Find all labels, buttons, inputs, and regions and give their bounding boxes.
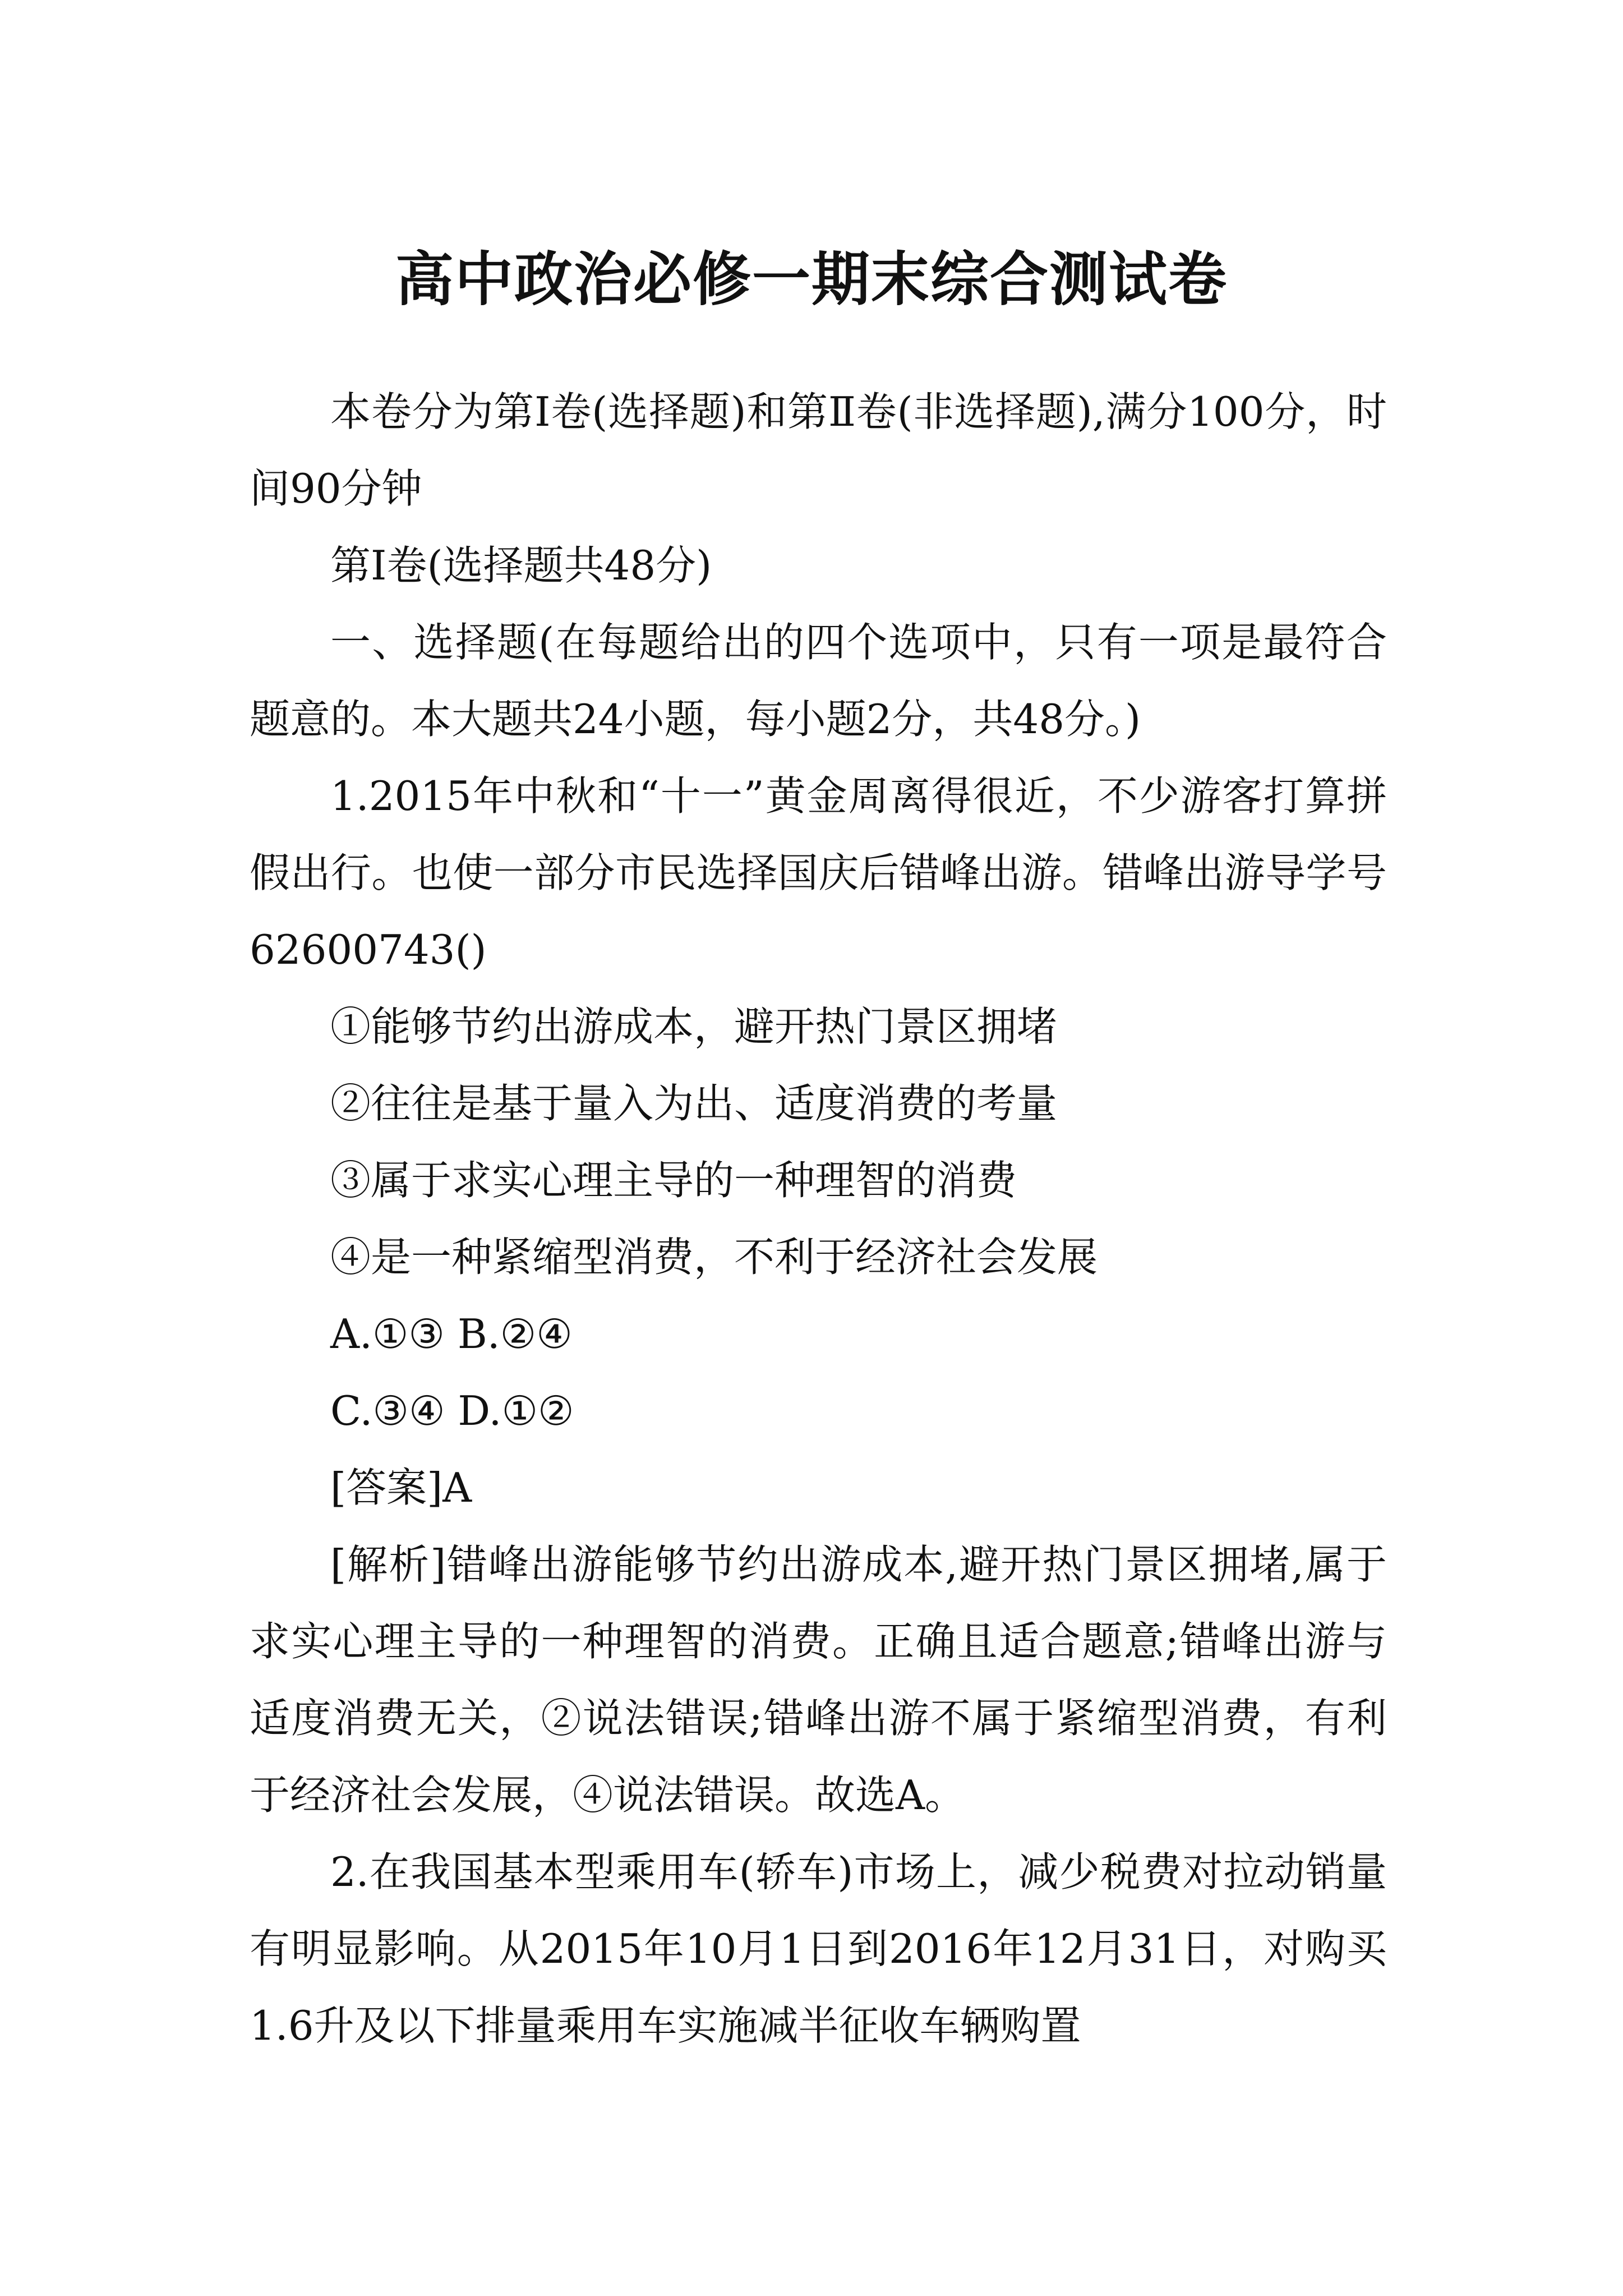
exam-intro-paragraph: 本卷分为第Ⅰ卷(选择题)和第Ⅱ卷(非选择题),满分100分，时间90分钟 bbox=[250, 388, 1387, 512]
question-1-answer: [答案]A bbox=[330, 1464, 472, 1511]
question-1-statement-4: ④是一种紧缩型消费，不利于经济社会发展 bbox=[330, 1234, 1098, 1281]
question-1-statement-3: ③属于求实心理主导的一种理智的消费 bbox=[330, 1157, 1017, 1204]
question-2-stem: 2.在我国基本型乘用车(轿车)市场上，减少税费对拉动销量有明显影响。从2015年10月1日到2016年12月31日，对购买1.6升及以下排量乘用车实施减半征收车辆购置 bbox=[250, 1848, 1387, 2049]
question-1-statement-2: ②往往是基于量入为出、适度消费的考量 bbox=[330, 1080, 1058, 1127]
section-heading: 第Ⅰ卷(选择题共48分) bbox=[330, 542, 712, 589]
question-1-explanation: [解析]错峰出游能够节约出游成本,避开热门景区拥堵,属于求实心理主导的一种理智的消费。正确且适合题意;错峰出游与适度消费无关，②说法错误;错峰出游不属于紧缩型消费，有利于经济社会发展，④说法错误。故选A。 bbox=[250, 1541, 1387, 1819]
question-1-stem: 1.2015年中秋和“十一”黄金周离得很近，不少游客打算拼假出行。也使一部分市民选择国庆后错峰出游。错峰出游导学号 62600743() bbox=[250, 772, 1387, 973]
document-body bbox=[250, 374, 1387, 2064]
question-1-options-cd: C.③④ D.①② bbox=[330, 1387, 574, 1434]
question-1-statement-1: ①能够节约出游成本，避开热门景区拥堵 bbox=[330, 1003, 1058, 1050]
document-title: 高中政治必修一期末综合测试卷 bbox=[395, 244, 1228, 314]
question-1-options-ab: A.①③ B.②④ bbox=[330, 1310, 573, 1358]
section-instructions: 一、选择题(在每题给出的四个选项中，只有一项是最符合题意的。本大题共24小题，每小题2分，共48分。) bbox=[250, 619, 1387, 743]
